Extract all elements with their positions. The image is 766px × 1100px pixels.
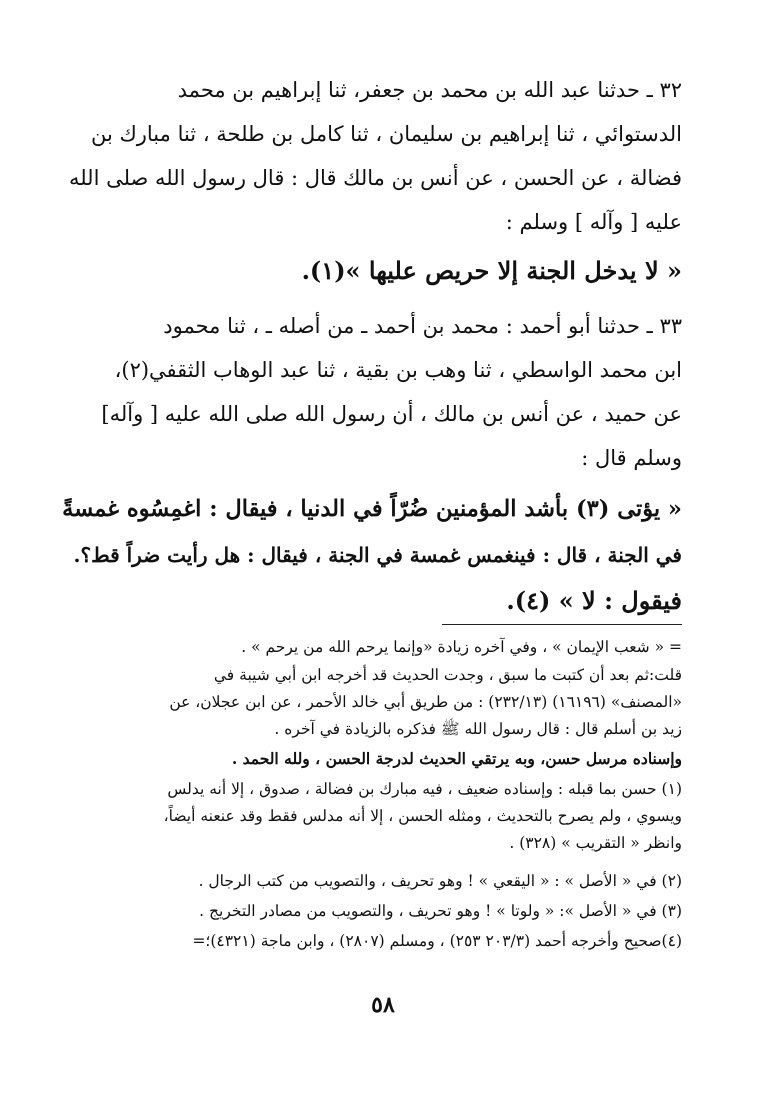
page-number: ٥٨	[371, 992, 395, 1018]
footnote-line-4: زيد بن أسلم قال : قال رسول الله ﷺ فذكره بالزيادة في آخره .	[274, 720, 682, 738]
footnote-line-5: وإسناده مرسل حسن، وبه يرتقي الحديث لدرجة الحسن ، ولله الحمد .	[231, 749, 682, 768]
hadith-33-line-1: ٣٣ ـ حدثنا أبو أحمد : محمد بن أحمد ـ من أصله ـ ، ثنا محمود	[163, 314, 682, 338]
footnote-line-11: (٤)صحيح وأخرجه أحمد (٢٠٣/٣ ٢٥٣) ، ومسلم (٢٨٠٧) ، وابن ماجة (٤٣٢١)؛=	[192, 932, 682, 950]
hadith-33-quote-line-3: فيقول : لا » (٤).	[506, 586, 682, 615]
footnote-divider	[442, 624, 682, 625]
footnote-line-3: «المصنف» (١٦١٩٦) (٢٣٢/١٣) : من طريق أبي خالد الأحمر ، عن ابن عجلان، عن	[169, 693, 682, 711]
hadith-33-line-4: وسلم قال :	[581, 446, 682, 470]
footnote-line-2: قلت:ثم بعد أن كتبت ما سبق ، وجدت الحديث قد أخرجه ابن أبي شيبة في	[213, 666, 682, 684]
hadith-32-line-2: الدستوائي ، ثنا إبراهيم بن سليمان ، ثنا كامل بن طلحة ، ثنا مبارك بن	[90, 122, 682, 146]
hadith-33-line-2: ابن محمد الواسطي ، ثنا وهب بن بقية ، ثنا عبد الوهاب الثقفي(٢)،	[114, 358, 682, 382]
footnote-line-6: (١) حسن بما قبله : وإسناده ضعيف ، فيه مبارك بن فضالة ، صدوق ، إلا أنه يدلس	[167, 780, 682, 798]
footnote-line-8: وانظر « التقريب » (٣٢٨) .	[509, 834, 682, 852]
footnote-line-1: = « شعب الإيمان » ، وفي آخره زيادة «وإنما يرحم الله من يرحم » .	[241, 638, 682, 656]
hadith-32-line-4: عليه [ وآله ] وسلم :	[505, 210, 682, 234]
footnote-line-7: ويسوي ، ولم يصرح بالتحديث ، ومثله الحسن ، إلا أنه مدلس فقط وقد عنعنه أيضاً،	[163, 807, 682, 825]
footnote-line-10: (٣) في « الأصل »: « ولوتا » ! وهو تحريف ، والتصويب من مصادر التخريج .	[199, 902, 682, 920]
hadith-33-quote-line-2: في الجنة ، قال : فينغمس غمسة في الجنة ، فيقال : هل رأيت ضراً قط؟.	[73, 543, 682, 567]
hadith-32-line-3: فضالة ، عن الحسن ، عن أنس بن مالك قال : قال رسول الله صلى الله	[68, 166, 682, 190]
hadith-32-quote: « لا يدخل الجنة إلا حريص عليها »(١).	[301, 256, 682, 285]
hadith-33-line-3: عن حميد ، عن أنس بن مالك ، أن رسول الله صلى الله عليه [ وآله]	[101, 402, 682, 426]
footnote-line-9: (٢) في « الأصل » : « اليقعي » ! وهو تحريف ، والتصويب من كتب الرجال .	[198, 872, 682, 890]
hadith-32-line-1: ٣٢ ـ حدثنا عبد الله بن محمد بن جعفر، ثنا إبراهيم بن محمد	[177, 78, 682, 102]
hadith-33-quote-line-1: « يؤتى (٣) بأشد المؤمنين ضُرّاً في الدنيا ، فيقال : اغمِسُوه غمسةً	[62, 496, 682, 522]
